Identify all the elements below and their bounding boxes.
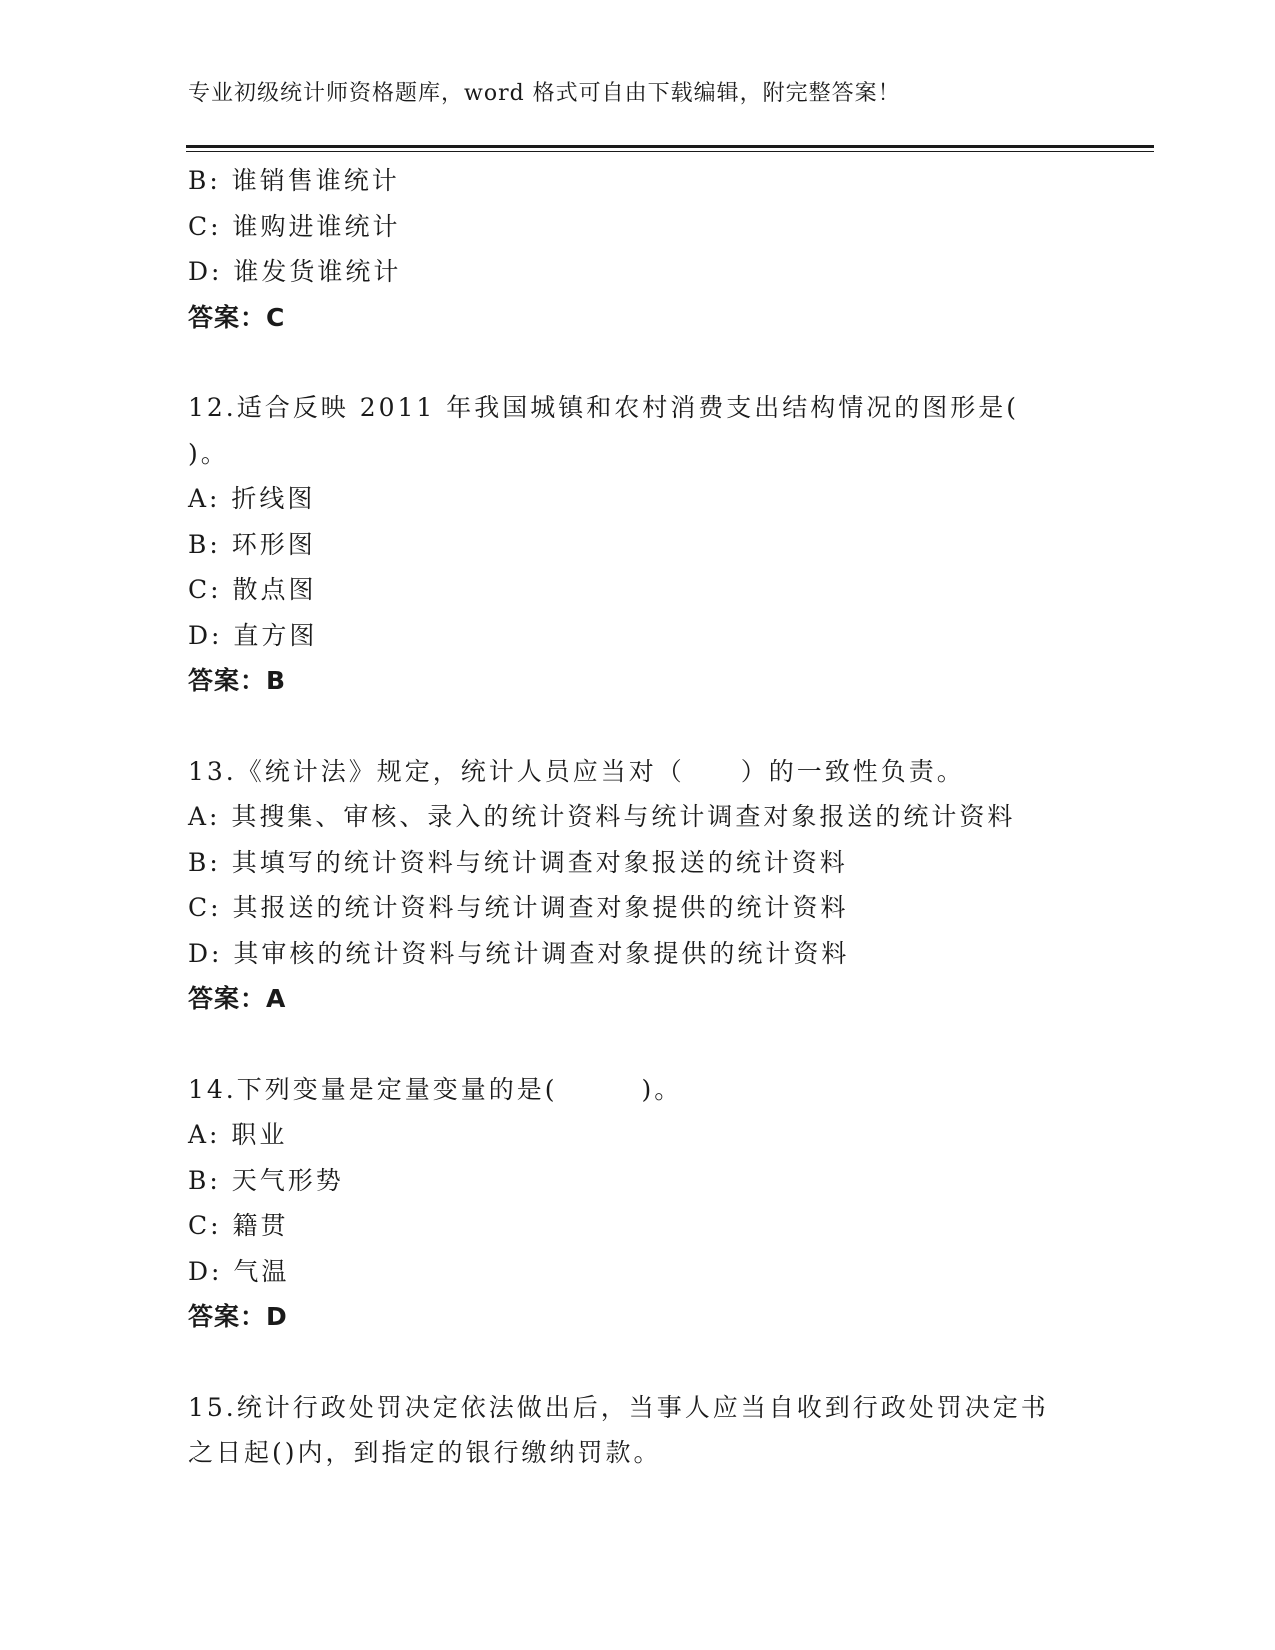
header-divider-thick: [186, 145, 1154, 148]
option-d: D: 直方图: [188, 620, 318, 650]
answer: 答案：B: [188, 666, 287, 695]
option-a: A: 其搜集、审核、录入的统计资料与统计调查对象报送的统计资料: [188, 802, 1016, 831]
question-stem-continued: 之日起()内，到指定的银行缴纳罚款。: [188, 1438, 662, 1467]
question-stem: 13.《统计法》规定，统计人员应当对（ ）的一致性负责。: [188, 756, 965, 786]
answer: 答案：D: [188, 1302, 288, 1331]
question-13: [188, 749, 1088, 1022]
option-c: C: 其报送的统计资料与统计调查对象提供的统计资料: [188, 893, 849, 922]
option-d: D: 气温: [188, 1256, 290, 1286]
question-12: [188, 385, 1088, 704]
option-d: D: 其审核的统计资料与统计调查对象提供的统计资料: [188, 938, 850, 968]
option-b: B: 谁销售谁统计: [188, 166, 400, 195]
option-b: B: 其填写的统计资料与统计调查对象报送的统计资料: [188, 847, 848, 877]
option-c: C: 籍贯: [188, 1211, 289, 1240]
page-header: 专业初级统计师资格题库，word 格式可自由下载编辑，附完整答案！: [188, 81, 901, 106]
question-stem: 15.统计行政处罚决定依法做出后，当事人应当自收到行政处罚决定书: [188, 1392, 1049, 1422]
option-a: A: 折线图: [188, 484, 316, 513]
question-list: [188, 158, 1088, 1476]
answer: 答案：A: [188, 984, 287, 1013]
option-c: C: 散点图: [188, 575, 317, 604]
option-c: C: 谁购进谁统计: [188, 211, 401, 241]
answer: 答案：C: [188, 302, 286, 332]
option-b: B: 天气形势: [188, 1165, 344, 1195]
question-stem: 12.适合反映 2011 年我国城镇和农村消费支出结构情况的图形是(: [188, 393, 1020, 422]
header-divider-thin: [186, 151, 1154, 152]
question-11: [188, 158, 1088, 340]
option-d: D: 谁发货谁统计: [188, 257, 402, 286]
question-stem: 14.下列变量是定量变量的是( )。: [188, 1074, 683, 1104]
question-stem-continued: )。: [188, 438, 229, 468]
option-b: B: 环形图: [188, 529, 316, 559]
question-15: [188, 1385, 1088, 1476]
question-14: [188, 1067, 1088, 1340]
option-a: A: 职业: [188, 1120, 288, 1149]
